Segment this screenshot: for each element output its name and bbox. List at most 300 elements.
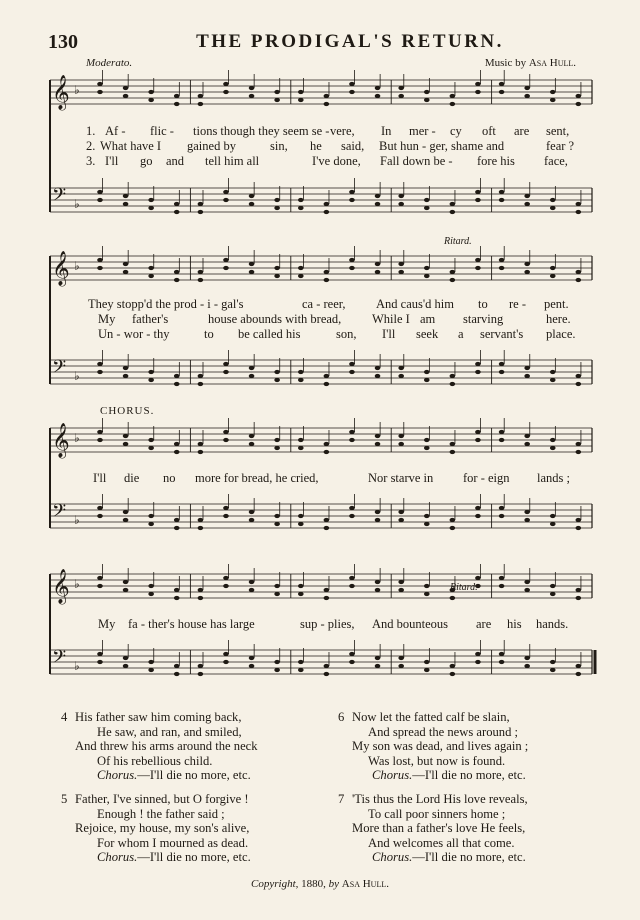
note-head xyxy=(198,526,204,530)
note-head xyxy=(398,86,404,90)
note-head xyxy=(349,514,355,518)
lyric-syllable: are xyxy=(514,124,530,138)
note-head xyxy=(123,262,129,266)
note-head xyxy=(375,434,381,438)
note-head xyxy=(223,506,229,510)
note-head xyxy=(499,266,505,270)
note-head xyxy=(274,446,280,450)
note-head xyxy=(324,210,330,214)
note-head xyxy=(349,430,355,434)
note-head xyxy=(398,202,404,206)
note-head xyxy=(550,438,556,442)
note-head xyxy=(274,370,280,374)
note-head xyxy=(499,652,505,656)
note-head xyxy=(424,370,430,374)
chorus-reference xyxy=(73,768,353,783)
lyric-syllable: starving xyxy=(463,312,504,326)
note-head xyxy=(550,378,556,382)
note-head xyxy=(123,202,129,206)
note-head xyxy=(123,374,129,378)
flat-sign-icon: ♭ xyxy=(74,659,80,673)
note-head xyxy=(174,450,180,454)
hymn-title: THE PRODIGAL'S RETURN. xyxy=(196,31,504,52)
note-head xyxy=(324,278,330,282)
note-head xyxy=(450,374,456,378)
lyric-syllable: Nor starve in xyxy=(368,471,434,485)
note-head xyxy=(576,518,582,522)
note-head xyxy=(450,278,456,282)
note-head xyxy=(475,430,481,434)
verse-line: Father, I've sinned, but O forgive ! xyxy=(75,792,249,806)
note-head xyxy=(198,94,204,98)
note-head xyxy=(148,514,154,518)
lyric-syllable: And caus'd him xyxy=(376,297,454,311)
note-head xyxy=(550,660,556,664)
page-number: 130 xyxy=(48,31,78,53)
chorus-prefix: Chorus. xyxy=(97,768,138,783)
lyric-syllable: vere, xyxy=(330,124,355,138)
lyric-line-verse-1 xyxy=(0,297,640,311)
note-head xyxy=(450,102,456,106)
note-head xyxy=(148,584,154,588)
note-head xyxy=(524,442,530,446)
lyric-syllable: father's xyxy=(132,312,169,326)
note-head xyxy=(249,262,255,266)
lyric-syllable: fore his xyxy=(477,154,515,168)
note-head xyxy=(174,382,180,386)
chorus-text: —I'll die no more, etc. xyxy=(412,768,526,783)
verse-line: For whom I mourned as dead. xyxy=(97,835,249,850)
flat-sign-icon: ♭ xyxy=(74,259,80,273)
copyright-prefix: Copyright, xyxy=(251,878,299,890)
note-head xyxy=(450,382,456,386)
lyric-syllable: cy xyxy=(450,124,462,138)
note-head xyxy=(249,270,255,274)
note-head xyxy=(375,194,381,198)
note-head xyxy=(550,274,556,278)
note-head xyxy=(349,438,355,442)
lyric-syllable: servant's xyxy=(480,327,524,341)
note-head xyxy=(550,198,556,202)
note-head xyxy=(576,374,582,378)
note-head xyxy=(450,270,456,274)
chorus-reference xyxy=(350,768,630,783)
lyric-syllable: What have I xyxy=(100,139,162,153)
note-head xyxy=(123,580,129,584)
copyright-year: 1880, xyxy=(301,878,326,890)
note-head xyxy=(398,510,404,514)
ritard-marking: Ritard. xyxy=(444,236,472,247)
note-head xyxy=(223,370,229,374)
note-head xyxy=(324,672,330,676)
note-head xyxy=(249,510,255,514)
chorus-reference xyxy=(350,850,630,865)
note-head xyxy=(450,664,456,668)
note-head xyxy=(424,98,430,102)
note-head xyxy=(524,262,530,266)
note-head xyxy=(249,366,255,370)
note-head xyxy=(274,266,280,270)
note-head xyxy=(524,94,530,98)
note-head xyxy=(424,90,430,94)
note-head xyxy=(298,438,304,442)
lyric-syllable: tions though they seem se - xyxy=(193,124,330,138)
note-head xyxy=(475,506,481,510)
lyric-syllable: I'll xyxy=(382,327,396,341)
note-head xyxy=(249,442,255,446)
note-head xyxy=(576,664,582,668)
lyric-syllable: flic - xyxy=(150,124,174,138)
bass-clef-icon: 𝄢 xyxy=(52,501,67,526)
note-head xyxy=(148,206,154,210)
note-head xyxy=(576,526,582,530)
lyric-syllable: to xyxy=(478,297,488,311)
chorus-prefix: Chorus. xyxy=(372,850,413,865)
note-head xyxy=(97,370,103,374)
verse-line: To call poor sinners home ; xyxy=(368,806,506,821)
note-head xyxy=(499,370,505,374)
note-head xyxy=(499,514,505,518)
lyric-syllable: I'll xyxy=(105,154,119,168)
note-head xyxy=(375,270,381,274)
note-head xyxy=(123,518,129,522)
note-head xyxy=(174,526,180,530)
lyric-syllable: here. xyxy=(546,312,571,326)
verse-5 xyxy=(61,792,353,865)
note-head xyxy=(148,378,154,382)
note-head xyxy=(223,258,229,262)
note-head xyxy=(324,270,330,274)
note-head xyxy=(349,660,355,664)
note-head xyxy=(198,202,204,206)
note-head xyxy=(324,374,330,378)
copyright-notice xyxy=(0,878,640,890)
lyric-syllable: ca - reer, xyxy=(302,297,346,311)
note-head xyxy=(174,278,180,282)
lyric-syllable: be called his xyxy=(238,327,301,341)
note-head xyxy=(398,270,404,274)
lyric-syllable: oft xyxy=(482,124,496,138)
note-head xyxy=(148,438,154,442)
note-head xyxy=(148,522,154,526)
verse-line: 'Tis thus the Lord His love reveals, xyxy=(352,792,528,806)
note-head xyxy=(148,98,154,102)
note-head xyxy=(198,382,204,386)
note-head xyxy=(198,596,204,600)
note-head xyxy=(550,446,556,450)
treble-clef-icon: 𝄞 xyxy=(52,569,70,604)
note-head xyxy=(450,596,456,600)
note-head xyxy=(148,198,154,202)
note-head xyxy=(249,434,255,438)
note-head xyxy=(576,596,582,600)
note-head xyxy=(576,102,582,106)
note-head xyxy=(324,382,330,386)
note-head xyxy=(375,86,381,90)
note-head xyxy=(398,194,404,198)
verse-number: 3. xyxy=(86,154,96,168)
lyric-syllable: And bounteous xyxy=(372,617,449,631)
tempo-marking: Moderato. xyxy=(86,57,133,69)
note-head xyxy=(223,90,229,94)
flat-sign-icon: ♭ xyxy=(74,431,80,445)
note-head xyxy=(398,518,404,522)
note-head xyxy=(576,672,582,676)
verse-line: And threw his arms around the neck xyxy=(75,739,258,754)
note-head xyxy=(198,588,204,592)
note-head xyxy=(249,664,255,668)
verse-line: My son was dead, and lives again ; xyxy=(352,739,529,754)
note-head xyxy=(349,584,355,588)
lyric-syllable: and xyxy=(166,154,185,168)
note-head xyxy=(375,510,381,514)
verse-number: 6 xyxy=(338,710,345,724)
note-head xyxy=(349,266,355,270)
note-head xyxy=(174,210,180,214)
note-head xyxy=(324,442,330,446)
lyric-syllable: They stopp'd the prod - i - gal's xyxy=(88,297,244,311)
note-head xyxy=(375,442,381,446)
note-head xyxy=(424,592,430,596)
lyric-syllable: seek xyxy=(416,327,439,341)
note-head xyxy=(298,522,304,526)
lyric-syllable: But hun - ger, shame and xyxy=(379,139,505,153)
note-head xyxy=(424,206,430,210)
note-head xyxy=(274,514,280,518)
note-head xyxy=(550,668,556,672)
flat-sign-icon: ♭ xyxy=(74,83,80,97)
note-head xyxy=(524,588,530,592)
note-head xyxy=(97,198,103,202)
note-head xyxy=(550,370,556,374)
note-head xyxy=(97,266,103,270)
note-head xyxy=(398,434,404,438)
lyric-syllable: he xyxy=(310,139,322,153)
lyric-syllable: I'll xyxy=(93,471,107,485)
note-head xyxy=(198,102,204,106)
note-head xyxy=(398,664,404,668)
note-head xyxy=(576,202,582,206)
note-head xyxy=(174,94,180,98)
lyric-syllable: My xyxy=(98,312,116,326)
verse-line: Was lost, but now is found. xyxy=(368,753,506,768)
note-head xyxy=(324,450,330,454)
flat-sign-icon: ♭ xyxy=(74,369,80,383)
note-head xyxy=(499,258,505,262)
lyric-syllable: Fall down be - xyxy=(380,154,453,168)
note-head xyxy=(249,374,255,378)
note-head xyxy=(274,378,280,382)
lyric-syllable: go xyxy=(140,154,153,168)
note-head xyxy=(174,672,180,676)
verse-line: Enough ! the father said ; xyxy=(97,806,225,821)
chorus-text: —I'll die no more, etc. xyxy=(137,850,251,865)
verse-number: 7 xyxy=(338,792,345,806)
note-head xyxy=(475,576,481,580)
note-head xyxy=(174,596,180,600)
note-head xyxy=(499,660,505,664)
note-head xyxy=(576,210,582,214)
chorus-prefix: Chorus. xyxy=(97,850,138,865)
note-head xyxy=(274,660,280,664)
note-head xyxy=(97,82,103,86)
note-head xyxy=(398,94,404,98)
note-head xyxy=(298,266,304,270)
note-head xyxy=(375,518,381,522)
note-head xyxy=(375,588,381,592)
note-head xyxy=(97,430,103,434)
note-head xyxy=(298,274,304,278)
chorus-text: —I'll die no more, etc. xyxy=(412,850,526,865)
note-head xyxy=(249,202,255,206)
note-head xyxy=(223,652,229,656)
verse-7 xyxy=(338,792,630,865)
note-head xyxy=(524,580,530,584)
ritard-marking: Ritard. xyxy=(450,582,478,593)
note-head xyxy=(375,374,381,378)
note-head xyxy=(576,94,582,98)
note-head xyxy=(198,210,204,214)
lyric-syllable: Af - xyxy=(105,124,126,138)
note-head xyxy=(97,576,103,580)
chorus-text: —I'll die no more, etc. xyxy=(137,768,251,783)
note-head xyxy=(349,90,355,94)
verse-number: 2. xyxy=(86,139,96,153)
note-head xyxy=(524,366,530,370)
note-head xyxy=(223,266,229,270)
note-head xyxy=(148,266,154,270)
lyric-line-verse-3 xyxy=(0,327,640,341)
note-head xyxy=(499,90,505,94)
lyric-syllable: fear ? xyxy=(546,139,575,153)
note-head xyxy=(174,270,180,274)
lyric-line-verse-3 xyxy=(0,154,640,168)
verse-number: 1. xyxy=(86,124,96,138)
verse-line: His father saw him coming back, xyxy=(75,710,242,724)
note-head xyxy=(148,660,154,664)
note-head xyxy=(148,668,154,672)
flat-sign-icon: ♭ xyxy=(74,577,80,591)
note-head xyxy=(499,576,505,580)
verse-number: 5 xyxy=(61,792,68,806)
note-head xyxy=(274,668,280,672)
note-head xyxy=(198,374,204,378)
note-head xyxy=(298,378,304,382)
note-head xyxy=(375,580,381,584)
note-head xyxy=(499,438,505,442)
note-head xyxy=(123,194,129,198)
note-head xyxy=(499,82,505,86)
verse-line: Rejoice, my house, my son's alive, xyxy=(75,821,250,836)
note-head xyxy=(274,206,280,210)
lyric-syllable: sin, xyxy=(270,139,288,153)
note-head xyxy=(298,668,304,672)
verse-line: And welcomes all that come. xyxy=(368,835,515,850)
note-head xyxy=(398,374,404,378)
note-head xyxy=(249,194,255,198)
note-head xyxy=(123,270,129,274)
lyric-syllable: son, xyxy=(336,327,357,341)
note-head xyxy=(97,660,103,664)
note-head xyxy=(274,198,280,202)
note-head xyxy=(223,430,229,434)
note-head xyxy=(97,652,103,656)
note-head xyxy=(174,442,180,446)
lyric-syllable: lands ; xyxy=(537,471,570,485)
note-head xyxy=(148,446,154,450)
note-head xyxy=(223,514,229,518)
note-head xyxy=(450,442,456,446)
bass-clef-icon: 𝄢 xyxy=(52,647,67,672)
note-head xyxy=(450,672,456,676)
lyric-syllable: mer - xyxy=(409,124,436,138)
note-head xyxy=(524,664,530,668)
note-head xyxy=(424,378,430,382)
lyric-syllable: place. xyxy=(546,327,576,341)
note-head xyxy=(123,94,129,98)
note-head xyxy=(298,514,304,518)
note-head xyxy=(499,430,505,434)
note-head xyxy=(475,266,481,270)
note-head xyxy=(298,198,304,202)
note-head xyxy=(524,86,530,90)
flat-sign-icon: ♭ xyxy=(74,513,80,527)
note-head xyxy=(324,526,330,530)
note-head xyxy=(550,90,556,94)
note-head xyxy=(298,446,304,450)
lyric-syllable: his xyxy=(507,617,522,631)
composer-name: Asa Hull. xyxy=(528,57,576,69)
note-head xyxy=(223,198,229,202)
note-head xyxy=(274,98,280,102)
note-head xyxy=(174,518,180,522)
note-head xyxy=(249,580,255,584)
note-head xyxy=(499,198,505,202)
treble-clef-icon: 𝄞 xyxy=(52,251,70,286)
lyric-syllable: a xyxy=(458,327,464,341)
lyric-syllable: am xyxy=(420,312,436,326)
note-head xyxy=(198,270,204,274)
note-head xyxy=(123,656,129,660)
verse-line: And spread the news around ; xyxy=(368,724,519,739)
note-head xyxy=(97,438,103,442)
lyric-syllable: tell him all xyxy=(205,154,260,168)
note-head xyxy=(223,584,229,588)
lyric-syllable: I've done, xyxy=(312,154,361,168)
lyric-syllable: Un - wor - thy xyxy=(98,327,170,341)
note-head xyxy=(324,664,330,668)
note-head xyxy=(424,514,430,518)
lyric-syllable: hands. xyxy=(536,617,569,631)
note-head xyxy=(148,274,154,278)
note-head xyxy=(398,580,404,584)
note-head xyxy=(298,592,304,596)
note-head xyxy=(97,506,103,510)
note-head xyxy=(349,370,355,374)
note-head xyxy=(324,102,330,106)
note-head xyxy=(223,576,229,580)
note-head xyxy=(97,362,103,366)
note-head xyxy=(398,588,404,592)
note-head xyxy=(298,90,304,94)
note-head xyxy=(499,584,505,588)
lyric-syllable: sup - plies, xyxy=(300,617,355,631)
note-head xyxy=(349,362,355,366)
lyric-syllable: more for bread, he cried, xyxy=(195,471,319,485)
note-head xyxy=(475,438,481,442)
note-head xyxy=(524,374,530,378)
verse-line: Of his rebellious child. xyxy=(97,753,213,768)
